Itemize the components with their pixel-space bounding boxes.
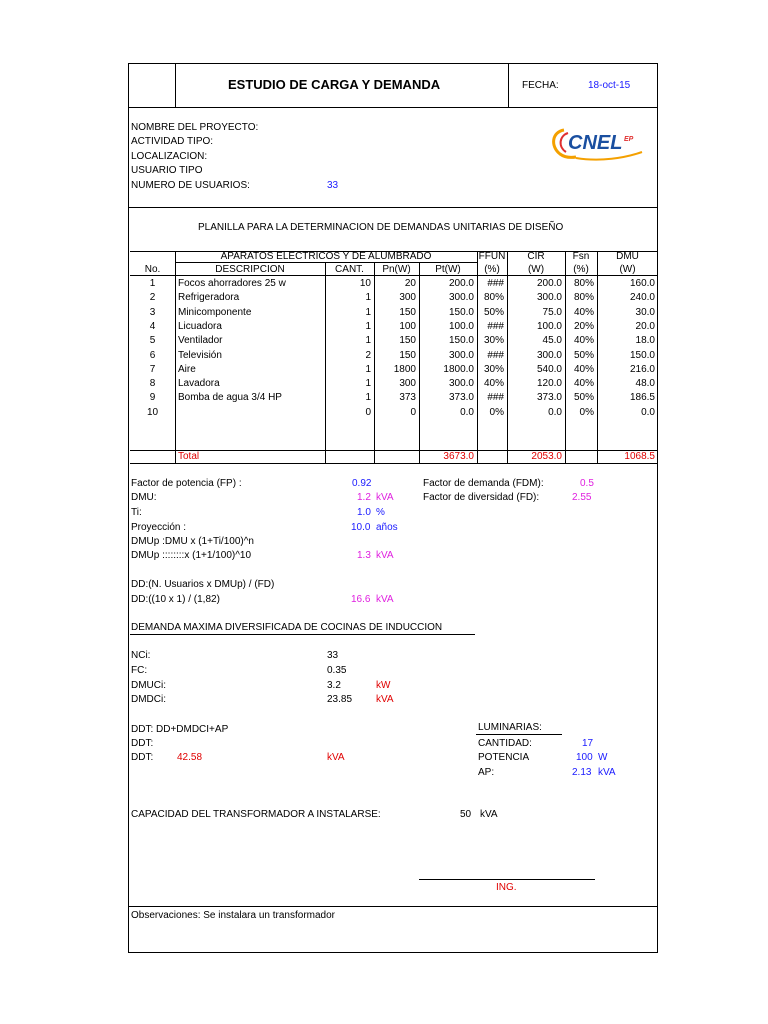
table-cell-value: ### bbox=[487, 320, 504, 332]
cnel-logo-suffix: EP bbox=[624, 136, 634, 143]
table-header-bottom: DESCRIPCION bbox=[215, 264, 285, 275]
table-cell-description: Ventilador bbox=[178, 335, 223, 347]
table-total-label: Total bbox=[178, 451, 200, 462]
user-count-label: NUMERO DE USUARIOS: bbox=[131, 180, 250, 191]
table-cell-value: 1 bbox=[365, 363, 371, 375]
potencia-label: POTENCIA bbox=[478, 752, 530, 763]
table-cell-value: 373 bbox=[399, 392, 416, 404]
table-total-pt: 3673.0 bbox=[443, 451, 474, 462]
dmu-label: DMU: bbox=[131, 492, 157, 503]
ddt-value: 42.58 bbox=[177, 752, 203, 763]
header-divider-left bbox=[175, 63, 176, 108]
table-header-bottom: (W) bbox=[527, 264, 545, 275]
ddt-label-2: DDT: bbox=[131, 738, 154, 749]
ti-label: Ti: bbox=[131, 507, 142, 518]
fecha-label: FECHA: bbox=[522, 80, 559, 91]
dmdci-unit: kVA bbox=[376, 694, 394, 705]
transformer-value: 50 bbox=[460, 809, 472, 820]
cocinas-title: DEMANDA MAXIMA DIVERSIFICADA DE COCINAS DE INDUCCION bbox=[131, 622, 443, 633]
table-cell-value: ### bbox=[487, 278, 504, 289]
dmuci-unit: kW bbox=[376, 680, 391, 691]
table-cell-value: 150 bbox=[399, 306, 416, 318]
proyeccion-label: Proyección : bbox=[131, 522, 187, 533]
table-cell-value: 216.0 bbox=[629, 363, 655, 375]
table-cell-value: 30% bbox=[483, 335, 504, 347]
ap-label: AP: bbox=[478, 767, 495, 778]
table-cell-value: 0.0 bbox=[460, 406, 474, 418]
cnel-logo bbox=[550, 124, 650, 164]
table-cell-value: 50% bbox=[483, 306, 504, 318]
table-cell-value: 0% bbox=[579, 406, 594, 418]
planilla-top-rule bbox=[128, 207, 658, 208]
table-cell-value: 1 bbox=[365, 378, 371, 390]
table-cell-no: 3 bbox=[149, 306, 156, 318]
table-cell-value: 150.0 bbox=[448, 306, 474, 318]
fecha-value: 18-oct-15 bbox=[588, 80, 631, 91]
dmup-value: 1.3 bbox=[357, 550, 371, 561]
ddt-unit: kVA bbox=[327, 752, 345, 763]
table-cell-value: 240.0 bbox=[629, 292, 655, 304]
table-total-cir: 2053.0 bbox=[531, 451, 562, 462]
nci-value: 33 bbox=[327, 650, 339, 661]
fp-value: 0.92 bbox=[352, 478, 372, 489]
table-cell-value: 80% bbox=[573, 292, 594, 304]
activity-type-label: ACTIVIDAD TIPO: bbox=[131, 136, 214, 147]
table-cell-value: 0% bbox=[489, 406, 504, 418]
fd-value: 2.55 bbox=[572, 492, 592, 503]
table-header-top: DMU bbox=[616, 251, 639, 262]
dmu-unit: kVA bbox=[376, 492, 394, 503]
table-group-header: APARATOS ELECTRICOS Y DE ALUMBRADO bbox=[220, 251, 432, 262]
table-cell-value: 50% bbox=[573, 349, 594, 361]
header-bottom-rule bbox=[128, 107, 658, 108]
table-cell-value: 80% bbox=[483, 292, 504, 304]
table-group-header-rule bbox=[175, 262, 477, 263]
table-cell-no: 2 bbox=[149, 292, 156, 304]
table-cell-value: 150 bbox=[399, 349, 416, 361]
table-cell-value: 300 bbox=[399, 378, 416, 390]
table-cell-no: 6 bbox=[149, 349, 156, 361]
dmu-value: 1.2 bbox=[357, 492, 371, 503]
fdm-label: Factor de demanda (FDM): bbox=[423, 478, 544, 489]
table-cell-value: 300.0 bbox=[448, 349, 474, 361]
table-column-rule bbox=[175, 251, 176, 463]
proyeccion-value: 10.0 bbox=[351, 522, 371, 533]
luminarias-title: LUMINARIAS: bbox=[478, 722, 542, 733]
table-cell-value: 1800.0 bbox=[443, 363, 474, 375]
table-cell-description: Televisión bbox=[178, 349, 222, 361]
table-cell-value: 300.0 bbox=[536, 349, 562, 361]
table-header-bottom: CANT. bbox=[335, 264, 364, 275]
dmdci-value: 23.85 bbox=[327, 694, 353, 705]
table-cell-value: 48.0 bbox=[635, 378, 655, 390]
table-cell-value: 50% bbox=[573, 392, 594, 404]
table-cell-value: 10 bbox=[359, 278, 371, 289]
table-header-bottom: Pn(W) bbox=[382, 264, 411, 275]
table-cell-description: Minicomponente bbox=[178, 306, 252, 318]
table-cell-value: 100.0 bbox=[448, 320, 474, 332]
cnel-logo-text: CNEL bbox=[568, 132, 623, 154]
table-cell-value: 45.0 bbox=[542, 335, 562, 347]
user-type-label: USUARIO TIPO bbox=[131, 165, 203, 176]
table-cell-value: 150.0 bbox=[448, 335, 474, 347]
table-header-top: Fsn bbox=[572, 251, 590, 262]
dd-unit: kVA bbox=[376, 594, 394, 605]
cantidad-label: CANTIDAD: bbox=[478, 738, 532, 749]
table-cell-value: 200.0 bbox=[448, 278, 474, 289]
observaciones-text: Observaciones: Se instalara un transformador bbox=[131, 910, 335, 921]
table-cell-value: ### bbox=[487, 392, 504, 404]
table-header-bottom: (%) bbox=[484, 264, 500, 275]
table-cell-value: 75.0 bbox=[542, 306, 562, 318]
dmdci-label: DMDCi: bbox=[131, 694, 166, 705]
table-cell-value: 300.0 bbox=[536, 292, 562, 304]
table-cell-value: 186.5 bbox=[629, 392, 655, 404]
table-cell-description: Aire bbox=[178, 363, 196, 375]
table-cell-value: 20.0 bbox=[635, 320, 655, 332]
table-cell-value: 20 bbox=[404, 278, 416, 289]
table-cell-value: 18.0 bbox=[635, 335, 655, 347]
signature-label: ING. bbox=[496, 882, 517, 893]
dmup-formula: DMUp :DMU x (1+Ti/100)^n bbox=[131, 536, 254, 547]
ti-unit: % bbox=[376, 507, 385, 518]
cocinas-title-rule bbox=[130, 634, 475, 635]
fc-value: 0.35 bbox=[327, 665, 347, 676]
table-cell-no: 9 bbox=[149, 392, 156, 404]
fdm-value: 0.5 bbox=[580, 478, 594, 489]
fd-label: Factor de diversidad (FD): bbox=[423, 492, 540, 503]
fc-label: FC: bbox=[131, 665, 148, 676]
table-cell-value: 300.0 bbox=[448, 378, 474, 390]
ddt-formula: DDT: DD+DMDCI+AP bbox=[131, 724, 229, 735]
table-cell-value: 30% bbox=[483, 363, 504, 375]
table-cell-value: 100 bbox=[399, 320, 416, 332]
potencia-unit: W bbox=[598, 752, 608, 763]
dmup-calc: DMUp ::::::::x (1+1/100)^10 bbox=[131, 550, 252, 561]
location-label: LOCALIZACION: bbox=[131, 151, 208, 162]
table-cell-value: 373.0 bbox=[536, 392, 562, 404]
table-cell-value: 40% bbox=[573, 335, 594, 347]
table-cell-no: 1 bbox=[149, 278, 156, 289]
table-total-dmu: 1068.5 bbox=[624, 451, 655, 462]
table-cell-description: Refrigeradora bbox=[178, 292, 240, 304]
potencia-value: 100 bbox=[576, 752, 593, 763]
fp-label: Factor de potencia (FP) : bbox=[131, 478, 242, 489]
document-title: ESTUDIO DE CARGA Y DEMANDA bbox=[228, 77, 441, 92]
table-cell-value: 540.0 bbox=[536, 363, 562, 375]
dmuci-value: 3.2 bbox=[327, 680, 341, 691]
ti-value: 1.0 bbox=[357, 507, 371, 518]
table-cell-value: 40% bbox=[573, 378, 594, 390]
table-cell-value: 2 bbox=[365, 349, 371, 361]
table-cell-value: 0.0 bbox=[641, 406, 655, 418]
table-header-rule bbox=[130, 275, 658, 276]
table-total-bottom-rule bbox=[130, 463, 658, 464]
table-cell-value: 1 bbox=[365, 320, 371, 332]
transformer-label: CAPACIDAD DEL TRANSFORMADOR A INSTALARSE: bbox=[131, 809, 381, 820]
header-divider-right bbox=[508, 63, 509, 108]
table-cell-value: 30.0 bbox=[635, 306, 655, 318]
table-cell-value: 160.0 bbox=[629, 278, 655, 289]
table-cell-value: 80% bbox=[573, 278, 594, 289]
luminarias-title-rule bbox=[476, 734, 562, 735]
table-cell-value: 1 bbox=[365, 292, 371, 304]
user-count-value: 33 bbox=[327, 180, 339, 191]
table-cell-value: 1 bbox=[365, 306, 371, 318]
nci-label: NCi: bbox=[131, 650, 151, 661]
table-cell-value: 200.0 bbox=[536, 278, 562, 289]
dd-value: 16.6 bbox=[351, 594, 371, 605]
table-header-top: CIR bbox=[527, 251, 545, 262]
project-name-label: NOMBRE DEL PROYECTO: bbox=[131, 122, 259, 133]
table-header-bottom: Pt(W) bbox=[435, 264, 461, 275]
table-cell-no: 10 bbox=[146, 406, 159, 418]
table-cell-value: 40% bbox=[573, 306, 594, 318]
table-cell-value: 150 bbox=[399, 335, 416, 347]
ap-value: 2.13 bbox=[572, 767, 592, 778]
dmup-unit: kVA bbox=[376, 550, 394, 561]
table-cell-description: Focos ahorradores 25 w bbox=[178, 278, 286, 289]
dd-formula: DD:(N. Usuarios x DMUp) / (FD) bbox=[131, 579, 275, 590]
table-cell-value: 1 bbox=[365, 392, 371, 404]
dmuci-label: DMUCi: bbox=[131, 680, 166, 691]
table-cell-no: 7 bbox=[149, 363, 156, 375]
table-cell-value: 20% bbox=[573, 320, 594, 332]
table-cell-no: 5 bbox=[149, 335, 156, 347]
table-cell-value: 1 bbox=[365, 335, 371, 347]
cantidad-value: 17 bbox=[582, 738, 594, 749]
table-cell-value: 150.0 bbox=[629, 349, 655, 361]
table-header-bottom: (W) bbox=[619, 264, 636, 275]
table-cell-no: 8 bbox=[149, 378, 156, 390]
table-cell-description: Bomba de agua 3/4 HP bbox=[178, 392, 282, 404]
transformer-unit: kVA bbox=[480, 809, 498, 820]
table-cell-value: 0 bbox=[410, 406, 416, 418]
table-cell-value: ### bbox=[487, 349, 504, 361]
observaciones-rule bbox=[128, 906, 658, 907]
planilla-title: PLANILLA PARA LA DETERMINACION DE DEMANDAS UNITARIAS DE DISEÑO bbox=[198, 222, 564, 233]
table-cell-value: 40% bbox=[573, 363, 594, 375]
table-cell-value: 0 bbox=[365, 406, 371, 418]
table-cell-no: 4 bbox=[149, 320, 156, 332]
table-cell-value: 373.0 bbox=[448, 392, 474, 404]
table-cell-value: 300 bbox=[399, 292, 416, 304]
table-header-top: FFUN bbox=[478, 251, 506, 262]
table-header-bottom: No. bbox=[144, 264, 161, 275]
signature-line bbox=[419, 879, 595, 880]
dd-calc: DD:((10 x 1) / (1,82) bbox=[131, 594, 220, 605]
ap-unit: kVA bbox=[598, 767, 616, 778]
table-cell-value: 100.0 bbox=[536, 320, 562, 332]
table-cell-value: 120.0 bbox=[536, 378, 562, 390]
ddt-label-3: DDT: bbox=[131, 752, 154, 763]
table-cell-value: 0.0 bbox=[548, 406, 562, 418]
table-cell-value: 40% bbox=[483, 378, 504, 390]
table-cell-description: Lavadora bbox=[178, 378, 220, 390]
table-cell-description: Licuadora bbox=[178, 320, 222, 332]
table-cell-value: 1800 bbox=[393, 363, 416, 375]
table-cell-value: 300.0 bbox=[448, 292, 474, 304]
table-header-bottom: (%) bbox=[573, 264, 589, 275]
proyeccion-unit: años bbox=[376, 522, 398, 533]
